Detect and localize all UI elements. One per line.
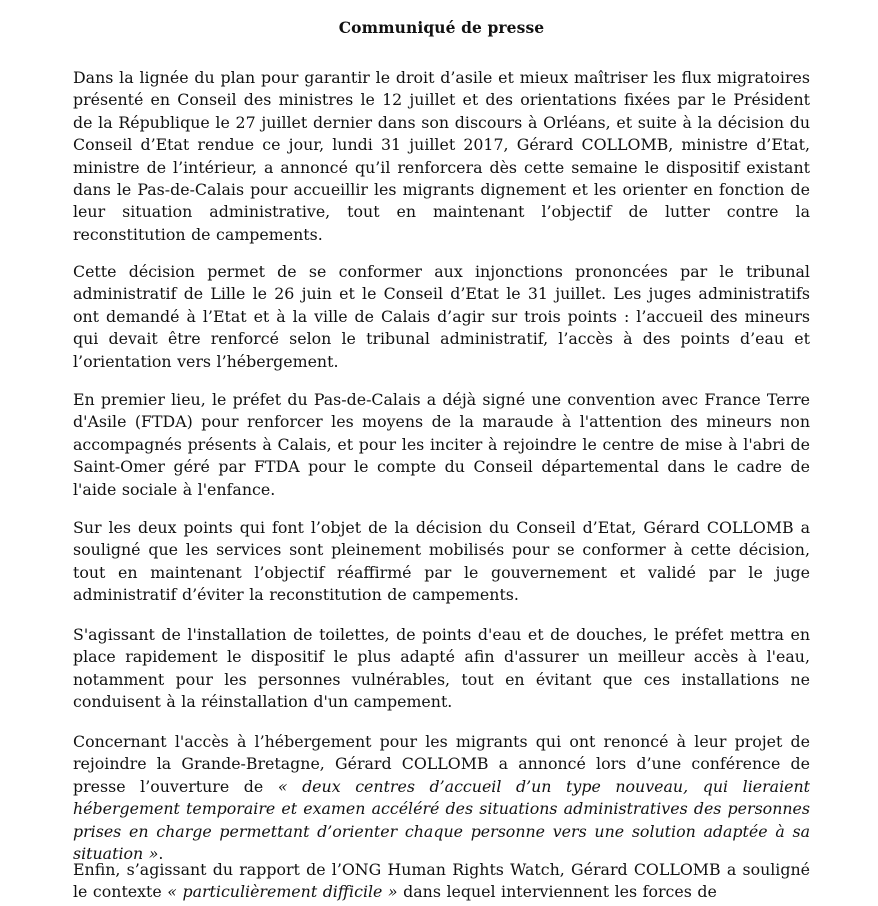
paragraph-7-quote: « particulièrement difficile » xyxy=(167,882,398,902)
paragraph-2: Cette décision permet de se conformer aux injonctions prononcées par le tribunal administratif de Lille le 26 juin et le Conseil d’Etat le 31 juillet. Les juges administratifs ont demandé à l’Etat et à la ville de Calais d’agir sur trois points : l’accueil des mineurs qui devait être renforcé selon le tribunal administratif, l’accès à des points d’eau et l’orientation vers l’hébergement. xyxy=(73,262,810,371)
paragraph-6 xyxy=(73,731,810,865)
document-title: Communiqué de presse xyxy=(338,18,545,37)
paragraph-4: Sur les deux points qui font l’objet de la décision du Conseil d’Etat, Gérard COLLOMB a souligné que les services sont pleinement mobilisés pour se conformer à cette décision, tout en maintenant l’objectif réaffirmé par le gouvernement et validé par le juge administratif d’éviter la reconstitution de campements. xyxy=(73,518,810,605)
paragraph-6-quote: « deux centres d’accueil d’un type nouveau, qui lieraient hébergement temporaire et examen accéléré des situations administratives des personnes prises en charge permettant d’orienter chaque personne vers une solution adaptée à sa situation » xyxy=(73,776,810,864)
paragraph-6-end: . xyxy=(158,844,164,864)
paragraph-5: S'agissant de l'installation de toilettes, de points d'eau et de douches, le préfet mettra en place rapidement le dispositif le plus adapté afin d'assurer un meilleur accès à l'eau, notamment pour les personnes vulnérables, tout en évitant que ces installations ne conduisent à la réinstallation d'un campement. xyxy=(73,625,810,712)
paragraph-1: Dans la lignée du plan pour garantir le droit d’asile et mieux maîtriser les flux migratoires présenté en Conseil des ministres le 12 juillet et des orientations fixées par le Président de la République le 27 juillet dernier dans son discours à Orléans, et suite à la décision du Conseil d’Etat rendue ce jour, lundi 31 juillet 2017, Gérard COLLOMB, ministre d’Etat, ministre de l’intérieur, a annoncé qu’il renforcera dès cette semaine le dispositif existant dans le Pas-de-Calais pour accueillir les migrants dignement et les orienter en fonction de leur situation administrative, tout en maintenant l’objectif de lutter contre la reconstitution de campements. xyxy=(73,68,810,244)
paragraph-6-intro: Concernant l'accès à l’hébergement pour les migrants qui ont renoncé à leur projet de rejoindre la Grande-Bretagne, Gérard COLLOMB a annoncé lors d’une conférence de presse l’ouverture de xyxy=(73,732,810,796)
paragraph-3: En premier lieu, le préfet du Pas-de-Calais a déjà signé une convention avec France Terre d'Asile (FTDA) pour renforcer les moyens de la maraude à l'attention des mineurs non accompagnés présents à Calais, et pour les inciter à rejoindre le centre de mise à l'abri de Saint-Omer géré par FTDA pour le compte du Conseil départemental dans le cadre de l'aide sociale à l'enfance. xyxy=(73,390,810,499)
paragraph-7 xyxy=(73,859,810,904)
press-release-page xyxy=(73,0,810,902)
paragraph-7-intro: Enfin, s’agissant du rapport de l’ONG Human Rights Watch, Gérard COLLOMB a souligné le contexte xyxy=(73,860,810,902)
paragraph-7-rest: dans lequel interviennent les forces de xyxy=(397,882,717,902)
